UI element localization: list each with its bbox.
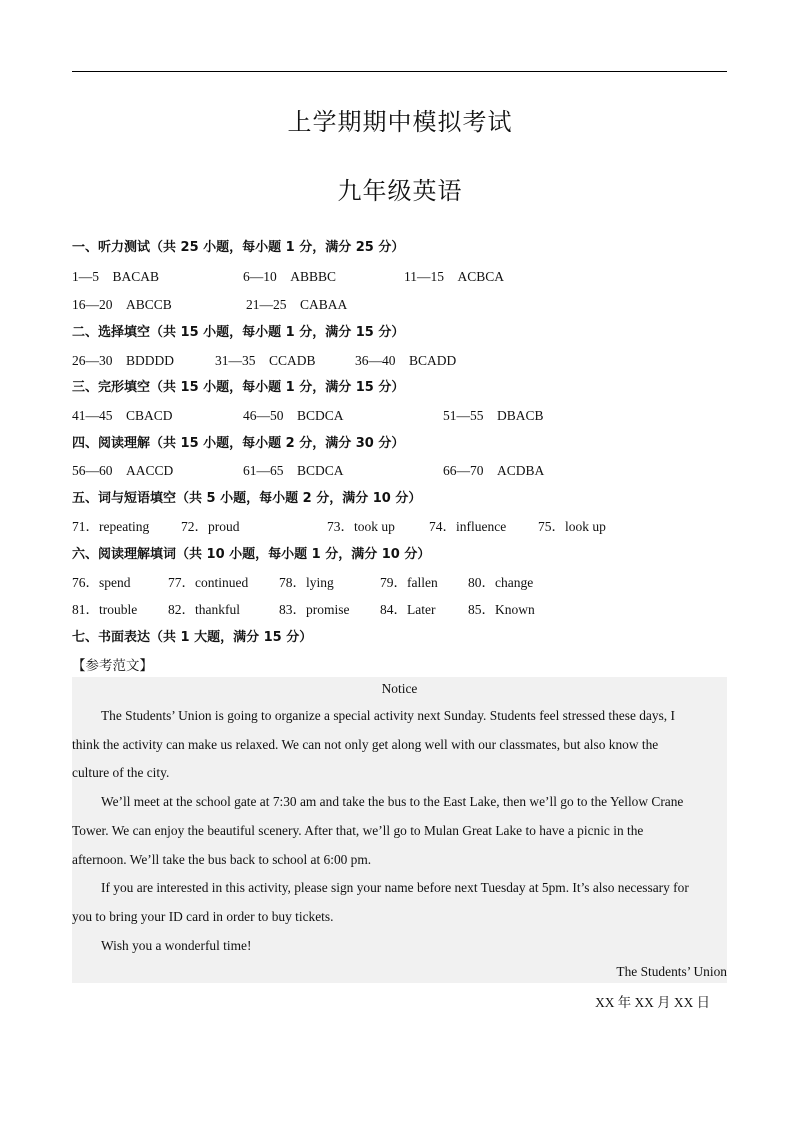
section-heading-6: 六、阅读理解填词（共 10 小题，每小题 1 分，满分 10 分） <box>72 547 431 562</box>
page-title: 上学期期中模拟考试 <box>287 108 513 136</box>
essay-paragraph-1 <box>72 702 727 960</box>
essay-date: XX 年 XX 月 XX 日 <box>595 995 710 1010</box>
answer-group: 31—35 CCADB <box>215 353 316 368</box>
answer-item: 73．took up <box>327 519 395 534</box>
answer-item: 79．fallen <box>380 575 438 590</box>
answer-group: 26—30 BDDDD <box>72 353 175 368</box>
answer-row <box>72 515 727 533</box>
essay-line: you to bring your ID card in order to buy tickets. <box>72 908 334 924</box>
section-heading-1: 一、听力测试（共 25 小题，每小题 1 分，满分 25 分） <box>72 240 405 255</box>
answer-group: 6—10 ABBBC <box>243 269 337 284</box>
answer-item: 75．look up <box>538 519 606 534</box>
essay-line: We’ll meet at the school gate at 7:30 am and take the bus to the East Lake, then we’ll go to the Yellow Crane <box>101 794 684 810</box>
answer-item: 74．influence <box>429 519 507 534</box>
answer-item: 83．promise <box>279 602 350 617</box>
section-heading-4: 四、阅读理解（共 15 小题，每小题 2 分，满分 30 分） <box>72 436 405 451</box>
essay-line: think the activity can make us relaxed. We can not only get along well with our classmates, but also know the <box>72 736 659 752</box>
essay-line: afternoon. We’ll take the bus back to school at 6:00 pm. <box>72 851 372 867</box>
answer-group: 41—45 CBACD <box>72 408 173 423</box>
answer-group: 56—60 AACCD <box>72 463 174 478</box>
answer-group: 36—40 BCADD <box>355 353 457 368</box>
page-subtitle: 九年级英语 <box>337 177 463 205</box>
top-rule <box>72 71 727 72</box>
essay-line: culture of the city. <box>72 765 170 781</box>
essay-signature: The Students’ Union <box>616 964 727 979</box>
essay-line: Wish you a wonderful time! <box>101 937 252 953</box>
essay-line: Tower. We can enjoy the beautiful scenery. After that, we’ll go to Mulan Great Lake to have a picnic in the <box>72 822 644 838</box>
answer-row <box>72 404 727 422</box>
answer-item: 81．trouble <box>72 602 138 617</box>
answer-item: 84．Later <box>380 602 436 617</box>
answer-row <box>72 598 727 616</box>
essay-line: If you are interested in this activity, please sign your name before next Tuesday at 5pm. It’s also necessary for <box>101 880 689 896</box>
answer-group: 16—20 ABCCB <box>72 297 172 312</box>
section-heading-7: 七、书面表达（共 1 大题，满分 15 分） <box>72 630 313 645</box>
answer-row <box>72 293 727 311</box>
answer-row <box>72 349 727 367</box>
answer-item: 77．continued <box>168 575 249 590</box>
answer-item: 72．proud <box>181 519 240 534</box>
answer-group: 46—50 BCDCA <box>243 408 344 423</box>
answer-group: 66—70 ACDBA <box>443 463 545 478</box>
reference-label: 【参考范文】 <box>72 658 153 673</box>
answer-group: 61—65 BCDCA <box>243 463 344 478</box>
answer-item: 78．lying <box>279 575 334 590</box>
answer-group: 11—15 ACBCA <box>404 269 505 284</box>
section-heading-3: 三、完形填空（共 15 小题，每小题 1 分，满分 15 分） <box>72 380 405 395</box>
answer-item: 82．thankful <box>168 602 240 617</box>
essay-title: Notice <box>381 681 418 696</box>
answer-group: 21—25 CABAA <box>246 297 348 312</box>
answer-item: 80．change <box>468 575 534 590</box>
answer-group: 51—55 DBACB <box>443 408 544 423</box>
section-heading-5: 五、词与短语填空（共 5 小题，每小题 2 分，满分 10 分） <box>72 491 422 506</box>
answer-item: 71．repeating <box>72 519 150 534</box>
answer-row <box>72 571 727 589</box>
answer-item: 76．spend <box>72 575 131 590</box>
answer-item: 85．Known <box>468 602 535 617</box>
answer-row <box>72 265 727 283</box>
answer-row <box>72 459 727 477</box>
essay-line: The Students’ Union is going to organize a special activity next Sunday. Students feel stressed these days, I <box>101 708 675 723</box>
section-heading-2: 二、选择填空（共 15 小题，每小题 1 分，满分 15 分） <box>72 325 405 340</box>
answer-group: 1—5 BACAB <box>72 269 160 284</box>
